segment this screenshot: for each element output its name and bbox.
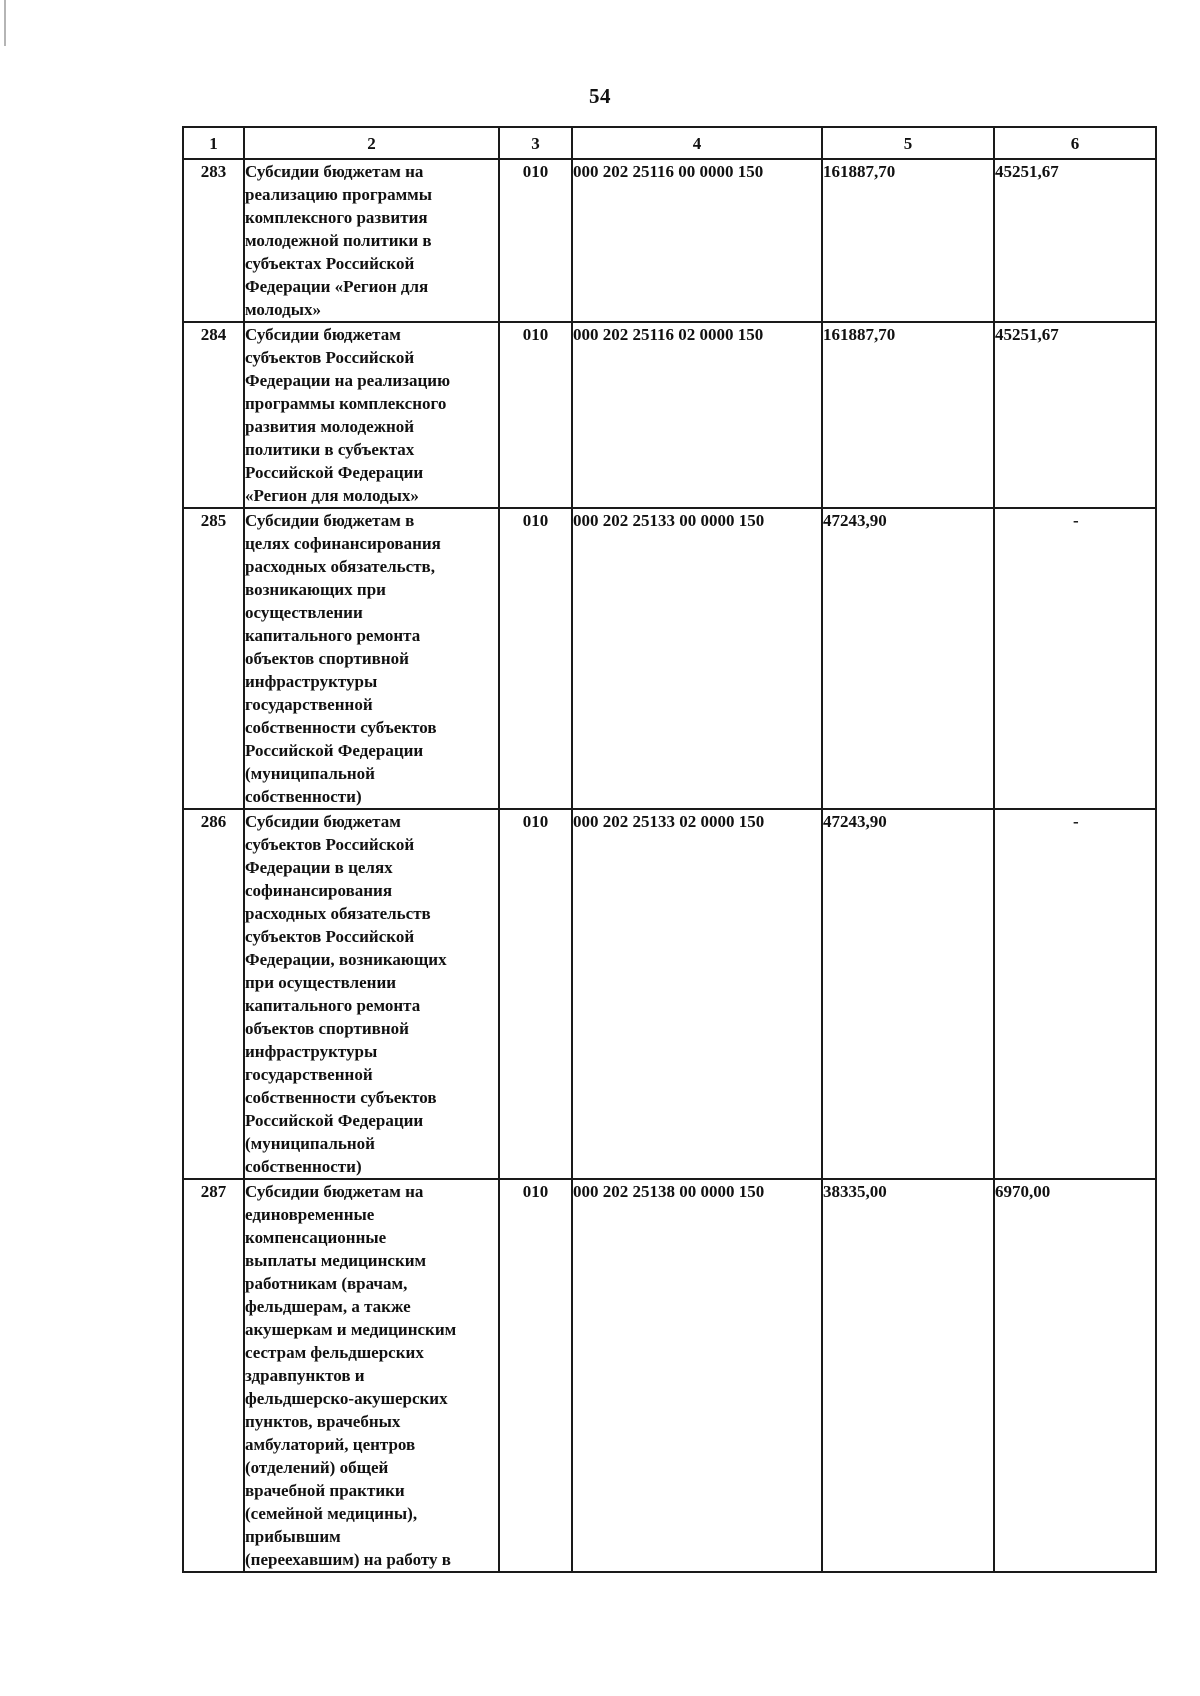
description-line: субъектов Российской [245, 348, 415, 367]
description-line: Российской Федерации [245, 1111, 424, 1130]
description-line: Федерации в целях [245, 858, 393, 877]
description-line: инфраструктуры [245, 1042, 378, 1061]
row-code: 010 [499, 1179, 572, 1572]
row-budget-classification-code: 000 202 25138 00 0000 150 [572, 1179, 822, 1572]
description-line: (муниципальной [245, 1134, 375, 1153]
row-code: 010 [499, 809, 572, 1179]
row-value-col5: 38335,00 [822, 1179, 994, 1572]
row-budget-classification-code: 000 202 25133 00 0000 150 [572, 508, 822, 809]
description-line: Федерации на реализацию [245, 371, 451, 390]
table-row [183, 809, 1156, 1179]
description-line: расходных обязательств, [245, 557, 435, 576]
description-line: государственной [245, 695, 373, 714]
col-header-1: 1 [183, 127, 244, 159]
description-line: компенсационные [245, 1228, 387, 1247]
description-line: акушеркам и медицинским [245, 1320, 457, 1339]
description-line: субъектов Российской [245, 927, 415, 946]
col-header-2: 2 [244, 127, 499, 159]
table-row [183, 508, 1156, 809]
description-line: (переехавшим) на работу в [245, 1550, 451, 1569]
page-number: 54 [589, 84, 611, 108]
row-number: 287 [183, 1179, 244, 1572]
description-line: (отделений) общей [245, 1458, 389, 1477]
description-line: комплексного развития [245, 208, 428, 227]
table-row [183, 1179, 1156, 1572]
description-line: Субсидии бюджетам [245, 325, 401, 344]
description-line: Субсидии бюджетам на [245, 1182, 424, 1201]
description-line: капитального ремонта [245, 996, 421, 1015]
description-line: Субсидии бюджетам в [245, 511, 415, 530]
row-value-col5: 47243,90 [822, 809, 994, 1179]
description-line: выплаты медицинским [245, 1251, 427, 1270]
description-line: капитального ремонта [245, 626, 421, 645]
description-line: сестрам фельдшерских [245, 1343, 424, 1362]
description-line: собственности субъектов [245, 1088, 437, 1107]
row-description [244, 809, 499, 1179]
row-code: 010 [499, 159, 572, 322]
row-description [244, 1179, 499, 1572]
description-line: здравпунктов и [245, 1366, 365, 1385]
row-number: 285 [183, 508, 244, 809]
row-code: 010 [499, 508, 572, 809]
row-number: 284 [183, 322, 244, 508]
description-line: молодежной политики в [245, 231, 432, 250]
description-line: развития молодежной [245, 417, 415, 436]
row-value-col6: 45251,67 [994, 159, 1156, 322]
description-line: Российской Федерации [245, 741, 424, 760]
description-line: амбулаторий, центров [245, 1435, 416, 1454]
description-line: молодых» [245, 300, 322, 319]
description-line: Федерации, возникающих [245, 950, 447, 969]
row-value-col6: 6970,00 [994, 1179, 1156, 1572]
description-line: (семейной медицины), [245, 1504, 418, 1523]
description-line: объектов спортивной [245, 1019, 409, 1038]
description-line: единовременные [245, 1205, 375, 1224]
description-line: «Регион для молодых» [245, 486, 419, 505]
budget-table [182, 126, 1157, 1573]
row-value-col6: - [994, 508, 1156, 809]
table-row [183, 322, 1156, 508]
row-value-col5: 47243,90 [822, 508, 994, 809]
description-line: программы комплексного [245, 394, 447, 413]
row-description [244, 322, 499, 508]
row-value-col5: 161887,70 [822, 159, 994, 322]
row-description [244, 159, 499, 322]
description-line: фельдшерско-акушерских [245, 1389, 448, 1408]
description-line: собственности) [245, 787, 362, 806]
description-line: пунктов, врачебных [245, 1412, 401, 1431]
description-line: целях софинансирования [245, 534, 441, 553]
col-header-5: 5 [822, 127, 994, 159]
description-line: политики в субъектах [245, 440, 415, 459]
table-row [183, 159, 1156, 322]
row-code: 010 [499, 322, 572, 508]
description-line: субъектов Российской [245, 835, 415, 854]
row-value-col6: 45251,67 [994, 322, 1156, 508]
description-line: собственности) [245, 1157, 362, 1176]
description-line: Федерации «Регион для [245, 277, 429, 296]
description-line: государственной [245, 1065, 373, 1084]
row-value-col5: 161887,70 [822, 322, 994, 508]
description-line: прибывшим [245, 1527, 341, 1546]
row-value-col6: - [994, 809, 1156, 1179]
row-number: 286 [183, 809, 244, 1179]
col-header-6: 6 [994, 127, 1156, 159]
description-line: врачебной практики [245, 1481, 405, 1500]
row-budget-classification-code: 000 202 25133 02 0000 150 [572, 809, 822, 1179]
description-line: инфраструктуры [245, 672, 378, 691]
description-line: реализацию программы [245, 185, 432, 204]
col-header-4: 4 [572, 127, 822, 159]
row-budget-classification-code: 000 202 25116 00 0000 150 [572, 159, 822, 322]
scan-edge-mark [4, 0, 6, 46]
description-line: софинансирования [245, 881, 393, 900]
description-line: Российской Федерации [245, 463, 424, 482]
description-line: объектов спортивной [245, 649, 409, 668]
row-description [244, 508, 499, 809]
description-line: (муниципальной [245, 764, 375, 783]
description-line: работникам (врачам, [245, 1274, 408, 1293]
col-header-3: 3 [499, 127, 572, 159]
description-line: при осуществлении [245, 973, 397, 992]
description-line: собственности субъектов [245, 718, 437, 737]
description-line: Субсидии бюджетам [245, 812, 401, 831]
description-line: расходных обязательств [245, 904, 431, 923]
row-number: 283 [183, 159, 244, 322]
description-line: субъектах Российской [245, 254, 415, 273]
description-line: Субсидии бюджетам на [245, 162, 424, 181]
description-line: осуществлении [245, 603, 363, 622]
description-line: возникающих при [245, 580, 386, 599]
header-row [183, 127, 1156, 159]
row-budget-classification-code: 000 202 25116 02 0000 150 [572, 322, 822, 508]
description-line: фельдшерам, а также [245, 1297, 411, 1316]
